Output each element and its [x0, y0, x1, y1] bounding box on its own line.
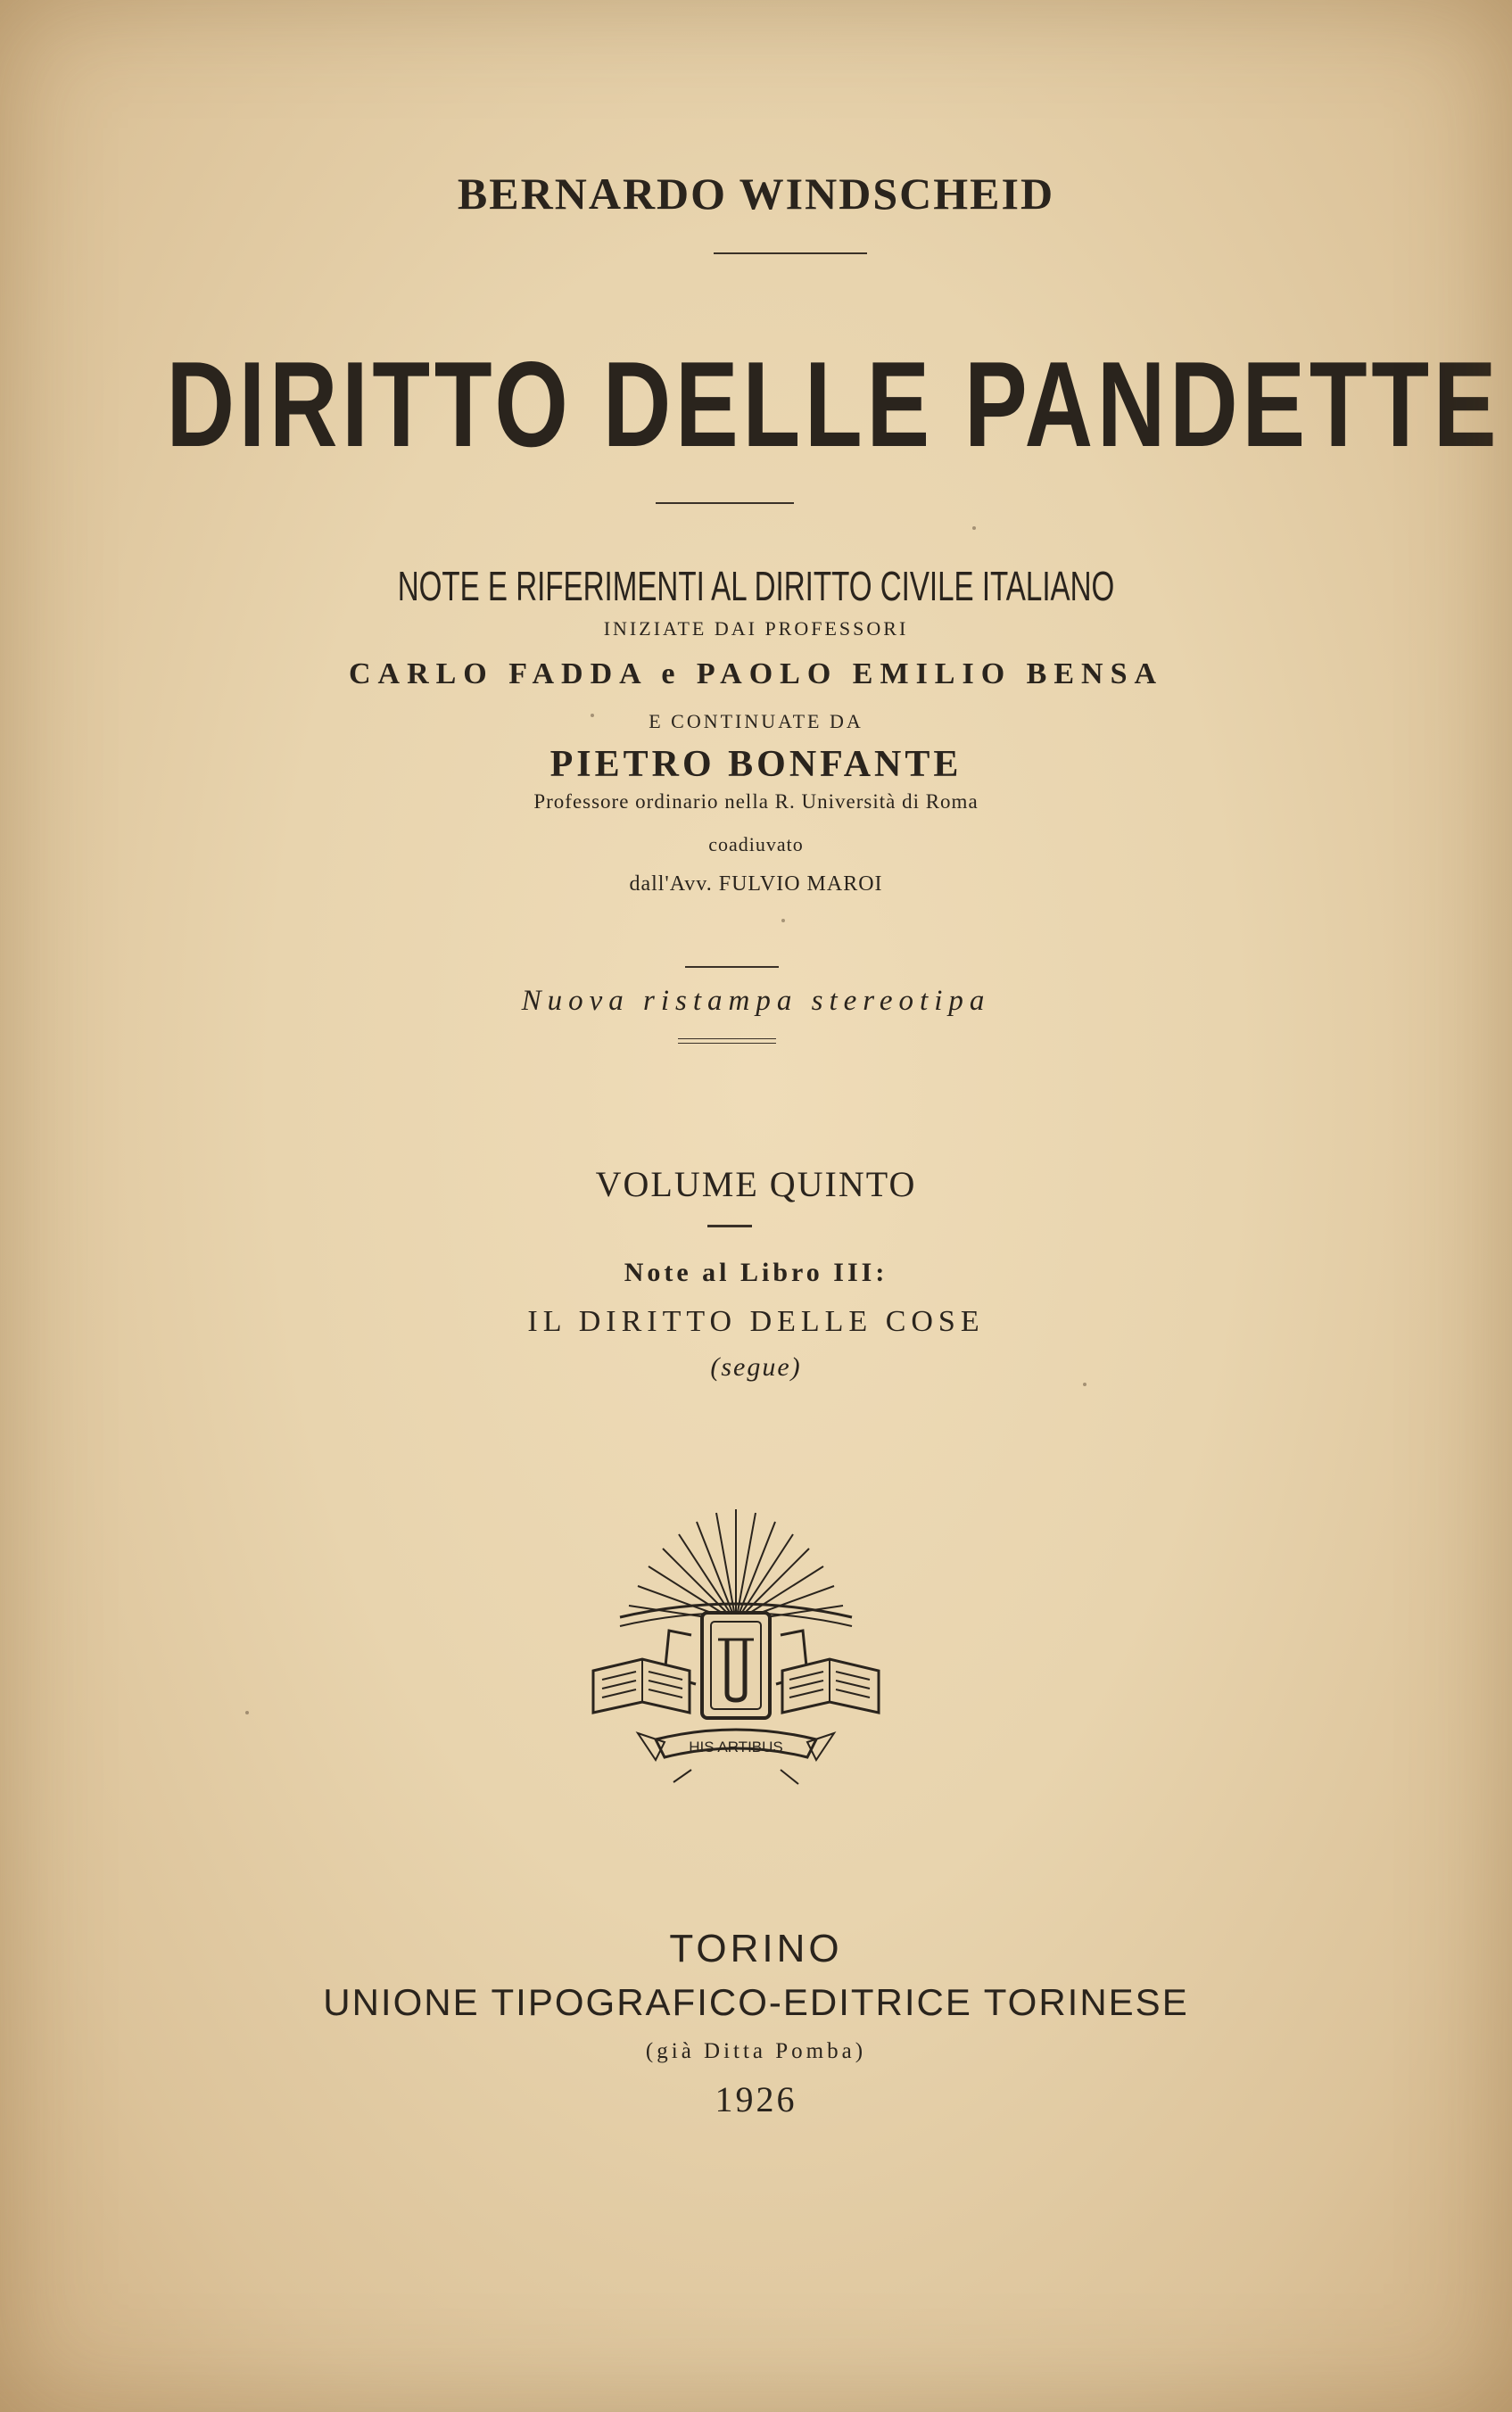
book-title: DIRITTO DELLE PANDETTE	[166, 336, 1501, 472]
subtitle: NOTE E RIFERIMENTI AL DIRITTO CIVILE ITALIANO	[397, 563, 1115, 609]
continuate-line: E CONTINUATE DA	[649, 710, 863, 732]
assistant-name: dall'Avv. FULVIO MAROI	[629, 872, 883, 896]
reprint-note: Nuova ristampa stereotipa	[521, 985, 991, 1017]
author-name: BERNARDO WINDSCHEID	[457, 169, 1055, 219]
divider-rule-title	[656, 502, 794, 504]
paper-fleck	[972, 526, 976, 530]
divider-rule-reprint-bottom-2	[678, 1043, 776, 1044]
paper-fleck	[245, 1711, 249, 1714]
iniziate-line: INIZIATE DAI PROFESSORI	[603, 617, 909, 640]
publisher-emblem-icon	[584, 1506, 888, 1791]
divider-rule-reprint-bottom	[678, 1038, 776, 1039]
emblem-motto: HIS ARTIBUS	[689, 1739, 783, 1755]
divider-rule-author	[714, 252, 867, 254]
continuator-role: Professore ordinario nella R. Università di Roma	[533, 790, 979, 813]
open-book-left	[593, 1659, 690, 1713]
publisher-name: UNIONE TIPOGRAFICO-EDITRICE TORINESE	[323, 1981, 1189, 2023]
paper-fleck	[1083, 1383, 1086, 1386]
divider-rule-reprint-top	[685, 966, 779, 968]
notes-book-label: Note al Libro III:	[624, 1258, 888, 1287]
divider-rule-volume	[707, 1225, 752, 1227]
publication-year: 1926	[715, 2079, 797, 2119]
book-section-title: IL DIRITTO DELLE COSE	[527, 1305, 985, 1338]
assisted-line: coadiuvato	[708, 833, 804, 855]
publisher-note: (già Ditta Pomba)	[645, 2039, 867, 2063]
continuator-name: PIETRO BONFANTE	[549, 744, 963, 785]
open-book-right	[782, 1659, 879, 1713]
publication-city: TORINO	[669, 1927, 843, 1970]
paper-fleck	[591, 714, 594, 717]
volume-label: VOLUME QUINTO	[595, 1164, 917, 1204]
continued-note: (segue)	[710, 1352, 802, 1382]
paper-fleck	[781, 919, 785, 922]
editors-names: CARLO FADDA e PAOLO EMILIO BENSA	[348, 657, 1164, 690]
